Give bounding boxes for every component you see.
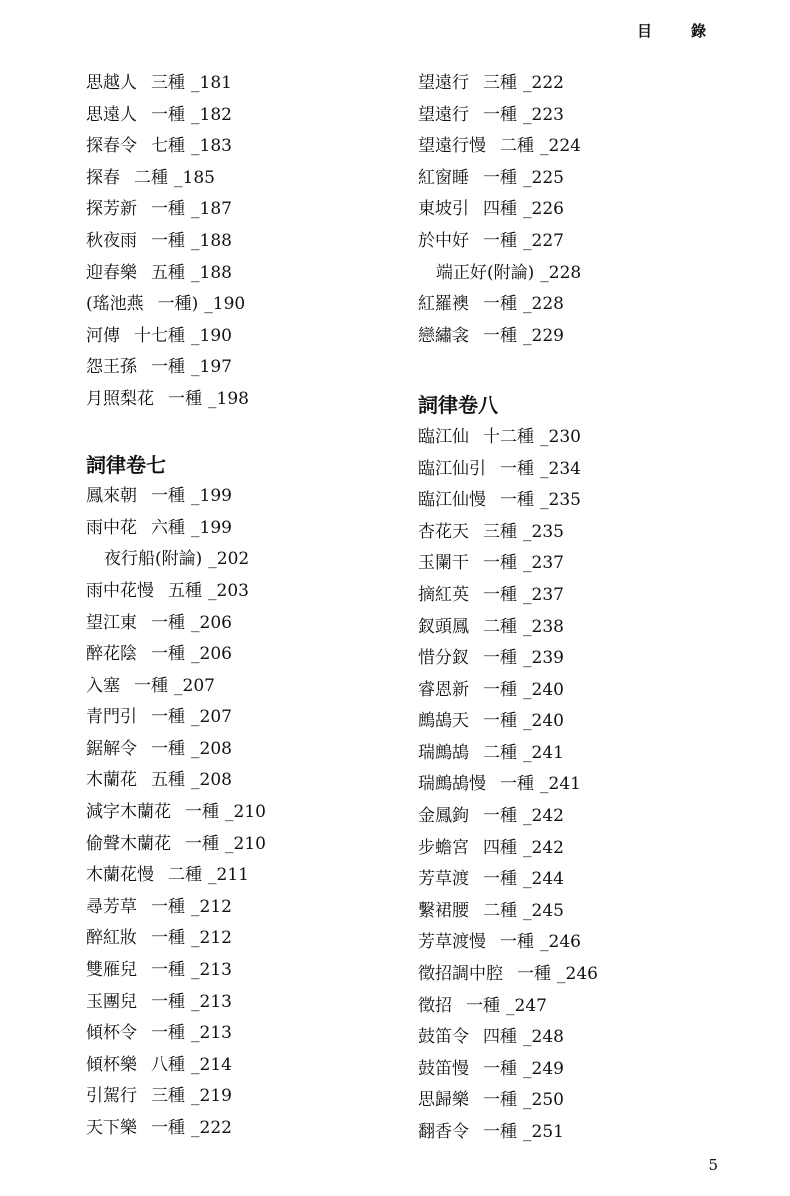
entry-title: 端正好(附論): [436, 262, 535, 283]
entry-page: _182: [191, 104, 232, 125]
entry-page: _188: [191, 230, 232, 251]
toc-entry: [86, 1081, 396, 1113]
entry-title: 怨王孫: [86, 357, 137, 378]
entry-count: 一種: [483, 711, 517, 732]
entry-count: 三種: [483, 73, 517, 93]
entry-count: 四種: [483, 1027, 517, 1048]
entry-title: 雨中花慢: [86, 580, 154, 601]
entry-count: 五種: [168, 580, 202, 601]
entry-title: 醉花陰: [86, 644, 137, 665]
toc-entry: [86, 923, 396, 955]
entry-title: 芳草渡: [418, 869, 469, 890]
entry-page: _203: [208, 580, 249, 601]
entry-page: _213: [191, 960, 232, 981]
entry-page: _199: [191, 517, 232, 538]
entry-page: _183: [191, 136, 232, 157]
entry-count: 一種: [185, 802, 219, 823]
entry-count: 一種: [483, 648, 517, 669]
toc-entry: [418, 864, 758, 896]
toc-entry: [418, 485, 758, 517]
toc-entry: [418, 100, 758, 132]
entry-page: _181: [191, 73, 232, 93]
entry-page: _208: [191, 770, 232, 791]
entry-title: 玉團兒: [86, 991, 137, 1012]
entry-title: 探春令: [86, 136, 137, 157]
entry-count: 二種: [134, 167, 168, 188]
entry-page: _228: [523, 294, 564, 315]
entry-page: _222: [523, 73, 564, 93]
entry-count: 一種: [151, 486, 185, 507]
toc-entry: [418, 226, 758, 258]
toc-entry: [418, 258, 758, 290]
entry-page: _211: [208, 865, 249, 886]
toc-entry: [86, 1113, 396, 1145]
toc-entry: [86, 163, 396, 195]
entry-title: 減字木蘭花: [86, 802, 171, 823]
entry-page: _206: [191, 644, 232, 665]
entry-title: 東坡引: [418, 199, 469, 220]
entry-page: _250: [523, 1090, 564, 1111]
entry-count: 一種: [151, 199, 185, 220]
toc-entry: [418, 1022, 758, 1054]
entry-count: 四種: [483, 199, 517, 220]
entry-title: 紅窗睡: [418, 167, 469, 188]
entry-count: 一種: [151, 991, 185, 1012]
entry-count: 一種: [151, 1023, 185, 1044]
entry-title: 釵頭鳳: [418, 616, 469, 637]
entry-title: 探芳新: [86, 199, 137, 220]
toc-entry: [418, 517, 758, 549]
entry-page: _226: [523, 199, 564, 220]
entry-title: 步蟾宮: [418, 837, 469, 858]
entry-count: 一種: [500, 490, 534, 511]
entry-page: _225: [523, 167, 564, 188]
entry-title: 雙雁兒: [86, 960, 137, 981]
entry-title: 入塞: [86, 675, 120, 696]
toc-entry: [418, 289, 758, 321]
toc-entry: [418, 1117, 758, 1149]
entry-count: 三種: [151, 73, 185, 93]
entry-page: _246: [557, 964, 598, 985]
entry-title: 雨中花: [86, 517, 137, 538]
entry-page: _224: [540, 136, 581, 157]
entry-title: 偷聲木蘭花: [86, 833, 171, 854]
entry-title: 翻香令: [418, 1122, 469, 1142]
entry-page: _214: [191, 1054, 232, 1075]
entry-count: 一種: [151, 928, 185, 949]
entry-page: _210: [225, 833, 266, 854]
entry-count: 一種: [151, 738, 185, 759]
entry-count: 十七種: [134, 325, 185, 346]
toc-column-left: [86, 68, 396, 1145]
entry-page: _208: [191, 738, 232, 759]
entry-count: 一種: [151, 104, 185, 125]
entry-count: 五種: [151, 770, 185, 791]
entry-page: _210: [225, 802, 266, 823]
toc-entry: [86, 131, 396, 163]
entry-page: _222: [191, 1118, 232, 1138]
toc-entry: [86, 829, 396, 861]
entry-title: 金鳳鉤: [418, 806, 469, 827]
toc-entry: [418, 643, 758, 675]
entry-count: 一種: [134, 675, 168, 696]
entry-page: _237: [523, 584, 564, 605]
entry-title: 望遠行: [418, 104, 469, 125]
toc-entry: [418, 163, 758, 195]
entry-page: _185: [174, 167, 215, 188]
toc-column-right: [418, 68, 758, 1149]
entry-page: _235: [523, 521, 564, 542]
entry-page: _235: [540, 490, 581, 511]
entry-title: 鳳來朝: [86, 486, 137, 507]
entry-title: 望遠行慢: [418, 136, 486, 157]
entry-title: 徵招調中腔: [418, 964, 503, 985]
entry-title: 尋芳草: [86, 896, 137, 917]
entry-page: _242: [523, 837, 564, 858]
toc-entry: [418, 959, 758, 991]
entry-page: _229: [523, 325, 564, 346]
toc-entry: [86, 384, 396, 416]
entry-title: 鼓笛令: [418, 1027, 469, 1048]
entry-title: 紅羅襖: [418, 294, 469, 315]
entry-count: 三種: [483, 521, 517, 542]
entry-page: _238: [523, 616, 564, 637]
entry-title: 引駕行: [86, 1086, 137, 1107]
entry-count: 一種: [500, 458, 534, 479]
entry-count: 一種: [483, 806, 517, 827]
entry-page: _234: [540, 458, 581, 479]
entry-count: 一種: [500, 774, 534, 795]
entry-count: 三種: [151, 1086, 185, 1107]
toc-entry: [418, 801, 758, 833]
entry-title: 戀繡衾: [418, 325, 469, 346]
entry-title: (瑤池燕: [86, 294, 144, 315]
section-heading: 詞律卷七: [86, 452, 166, 477]
toc-entry: [86, 194, 396, 226]
entry-page: _237: [523, 553, 564, 574]
toc-entry: [418, 769, 758, 801]
entry-count: 一種: [151, 707, 185, 728]
entry-title: 探春: [86, 167, 120, 188]
entry-count: 一種: [151, 357, 185, 378]
toc-entry: [86, 639, 396, 671]
entry-page: _228: [540, 262, 582, 283]
entry-page: _207: [174, 675, 215, 696]
toc-entry: [86, 1018, 396, 1050]
toc-entry: [418, 68, 758, 100]
entry-title: 迎春樂: [86, 262, 137, 283]
toc-group: [86, 68, 396, 416]
entry-count: 一種: [483, 584, 517, 605]
entry-count: 一種: [483, 1122, 517, 1142]
toc-entry: [86, 68, 396, 100]
entry-title: 青門引: [86, 707, 137, 728]
entry-title: 傾杯樂: [86, 1054, 137, 1075]
toc-entry: [86, 671, 396, 703]
toc-entry: [86, 860, 396, 892]
entry-count: 一種: [483, 869, 517, 890]
entry-page: _199: [191, 486, 232, 507]
entry-title: 臨江仙引: [418, 458, 486, 479]
entry-count: 五種: [151, 262, 185, 283]
entry-title: 秋夜雨: [86, 230, 137, 251]
entry-title: 瑞鷓鴣慢: [418, 774, 486, 795]
toc-entry: [86, 513, 396, 545]
toc-entry: [86, 258, 396, 290]
toc-entry: [418, 1085, 758, 1117]
entry-count: 一種: [483, 1058, 517, 1079]
entry-count: 二種: [168, 865, 202, 886]
toc-entry: [418, 422, 758, 454]
entry-page: _227: [523, 230, 564, 251]
toc-entry: [86, 289, 396, 321]
entry-title: 思越人: [86, 73, 137, 93]
entry-count: 一種: [500, 932, 534, 953]
entry-page: _241: [540, 774, 581, 795]
entry-page: _212: [191, 928, 232, 949]
entry-page: _207: [191, 707, 232, 728]
toc-entry: [86, 734, 396, 766]
entry-page: _241: [523, 742, 564, 763]
entry-page: _198: [208, 388, 249, 409]
toc-entry: [418, 738, 758, 770]
entry-title: 河傳: [86, 325, 120, 346]
entry-title: 望遠行: [418, 73, 469, 93]
entry-title: 芳草渡慢: [418, 932, 486, 953]
toc-entry: [86, 955, 396, 987]
entry-count: 一種): [157, 294, 199, 315]
toc-entry: [418, 1054, 758, 1086]
entry-title: 惜分釵: [418, 648, 469, 669]
entry-count: 七種: [151, 136, 185, 157]
toc-entry: [86, 576, 396, 608]
entry-count: 一種: [483, 1090, 517, 1111]
entry-title: 鷓鴣天: [418, 711, 469, 732]
toc-group: [86, 481, 396, 1144]
entry-count: 一種: [151, 230, 185, 251]
entry-title: 傾杯令: [86, 1023, 137, 1044]
entry-page: _230: [540, 426, 581, 447]
entry-count: 一種: [466, 995, 500, 1016]
entry-count: 一種: [151, 896, 185, 917]
entry-title: 臨江仙: [418, 426, 469, 447]
toc-entry: [86, 765, 396, 797]
toc-entry: [86, 797, 396, 829]
toc-entry: [418, 612, 758, 644]
entry-title: 天下樂: [86, 1118, 137, 1138]
entry-count: 二種: [483, 616, 517, 637]
entry-page: _190: [191, 325, 232, 346]
entry-page: _197: [191, 357, 232, 378]
toc-entry: [418, 194, 758, 226]
entry-page: _247: [506, 995, 547, 1016]
toc-entry: [418, 580, 758, 612]
entry-title: 繫裙腰: [418, 900, 469, 921]
section-heading: 詞律卷八: [418, 393, 498, 418]
entry-page: _206: [191, 612, 232, 633]
entry-page: _242: [523, 806, 564, 827]
entry-count: 二種: [483, 900, 517, 921]
entry-title: 玉闌干: [418, 553, 469, 574]
entry-title: 瑞鷓鴣: [418, 742, 469, 763]
entry-title: 思歸樂: [418, 1090, 469, 1111]
toc-entry: [86, 226, 396, 258]
entry-title: 杏花天: [418, 521, 469, 542]
entry-page: _246: [540, 932, 581, 953]
entry-count: 四種: [483, 837, 517, 858]
toc-entry: [86, 702, 396, 734]
page-number: 5: [708, 1156, 718, 1174]
entry-count: 一種: [483, 679, 517, 700]
entry-title: 睿恩新: [418, 679, 469, 700]
entry-count: 二種: [500, 136, 534, 157]
entry-count: 一種: [151, 1118, 185, 1138]
entry-title: 醉紅妝: [86, 928, 137, 949]
entry-count: 一種: [483, 294, 517, 315]
entry-title: 思遠人: [86, 104, 137, 125]
entry-page: _249: [523, 1058, 564, 1079]
entry-count: 一種: [483, 167, 517, 188]
toc-entry: [86, 352, 396, 384]
toc-entry: [86, 100, 396, 132]
toc-entry: [418, 706, 758, 738]
toc-entry: [418, 675, 758, 707]
entry-page: _202: [208, 549, 250, 570]
entry-count: 一種: [168, 388, 202, 409]
toc-entry: [86, 608, 396, 640]
entry-page: _245: [523, 900, 564, 921]
entry-count: 一種: [483, 104, 517, 125]
entry-title: 於中好: [418, 230, 469, 251]
entry-page: _240: [523, 679, 564, 700]
toc-entry: [418, 548, 758, 580]
entry-page: _251: [523, 1122, 564, 1142]
entry-count: 一種: [483, 325, 517, 346]
toc-entry: [86, 1050, 396, 1082]
entry-title: 木蘭花: [86, 770, 137, 791]
entry-page: _219: [191, 1086, 232, 1107]
toc-entry: [86, 987, 396, 1019]
entry-page: _239: [523, 648, 564, 669]
toc-entry: [418, 896, 758, 928]
entry-count: 一種: [151, 644, 185, 665]
entry-count: 一種: [483, 553, 517, 574]
toc-entry: [418, 321, 758, 353]
entry-count: 一種: [151, 960, 185, 981]
toc-entry: [418, 991, 758, 1023]
entry-page: _240: [523, 711, 564, 732]
toc-group: [418, 422, 758, 1149]
running-header: 目 錄: [636, 22, 718, 40]
entry-page: _248: [523, 1027, 564, 1048]
toc-entry: [86, 481, 396, 513]
toc-entry: [86, 321, 396, 353]
entry-title: 月照梨花: [86, 388, 154, 409]
toc-entry: [418, 454, 758, 486]
entry-count: 一種: [483, 230, 517, 251]
entry-title: 木蘭花慢: [86, 865, 154, 886]
entry-count: 六種: [151, 517, 185, 538]
entry-count: 二種: [483, 742, 517, 763]
entry-count: 一種: [151, 612, 185, 633]
entry-title: 夜行船(附論): [104, 549, 203, 570]
entry-page: _190: [204, 294, 246, 315]
toc-entry: [86, 892, 396, 924]
entry-title: 摘紅英: [418, 584, 469, 605]
entry-count: 八種: [151, 1054, 185, 1075]
toc-entry: [418, 131, 758, 163]
toc-entry: [418, 833, 758, 865]
entry-page: _188: [191, 262, 232, 283]
toc-entry: [86, 544, 396, 576]
entry-page: _244: [523, 869, 564, 890]
entry-title: 鼓笛慢: [418, 1058, 469, 1079]
entry-page: _187: [191, 199, 232, 220]
entry-count: 一種: [185, 833, 219, 854]
entry-title: 臨江仙慢: [418, 490, 486, 511]
toc-group: [418, 68, 758, 352]
entry-title: 徵招: [418, 995, 452, 1016]
entry-page: _213: [191, 1023, 232, 1044]
entry-count: 一種: [517, 964, 551, 985]
entry-title: 鋸解令: [86, 738, 137, 759]
entry-title: 望江東: [86, 612, 137, 633]
entry-count: 十二種: [483, 426, 534, 447]
entry-page: _212: [191, 896, 232, 917]
entry-page: _213: [191, 991, 232, 1012]
toc-entry: [418, 927, 758, 959]
entry-page: _223: [523, 104, 564, 125]
